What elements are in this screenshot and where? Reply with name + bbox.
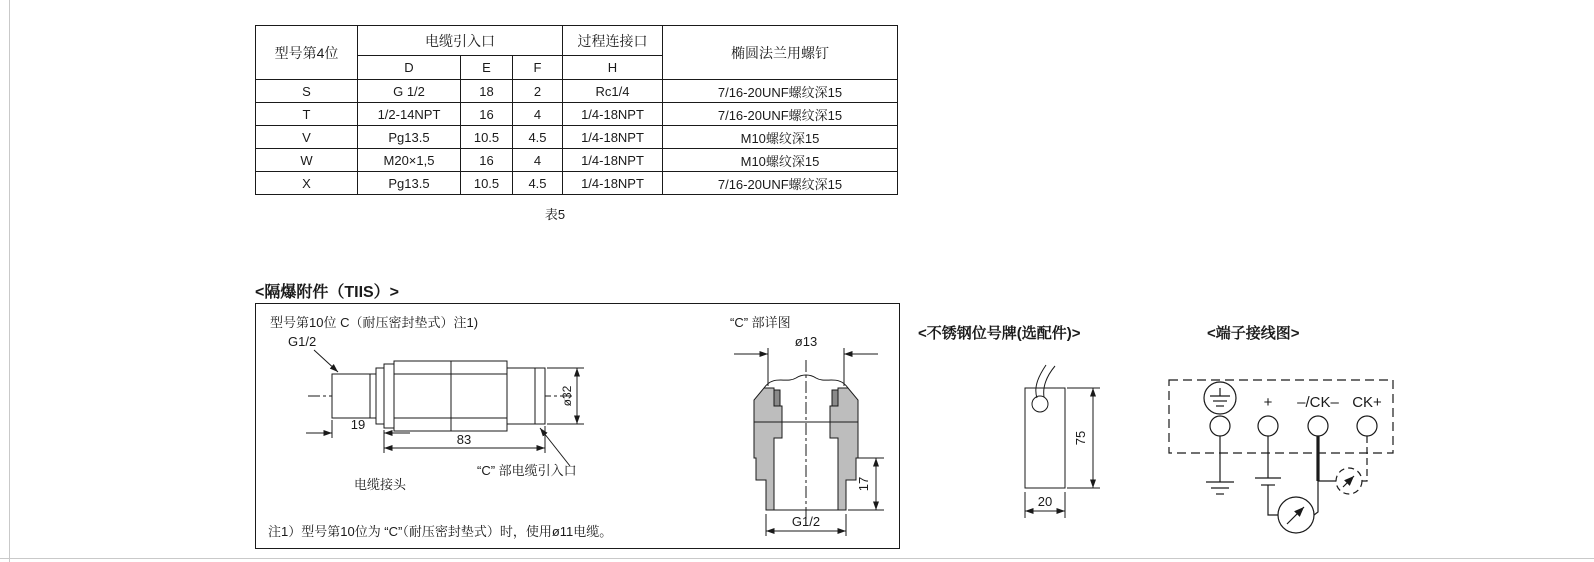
- page-edge-bottom: [0, 558, 1594, 559]
- c-entry-label: “C” 部电缆引入口: [477, 463, 577, 478]
- spec-table: [255, 25, 898, 195]
- cell-screw: 7/16-20UNF螺纹深15: [663, 80, 898, 103]
- protective-earth-icon: [1204, 382, 1236, 414]
- page-edge-left: [9, 0, 10, 562]
- terminal-plus: [1258, 416, 1278, 436]
- subheader-f: F: [513, 56, 563, 80]
- cell-e: 16: [461, 103, 513, 126]
- cell-screw: 7/16-20UNF螺纹深15: [663, 103, 898, 126]
- header-flange-screw: 椭圆法兰用螺钉: [663, 26, 898, 80]
- accessory-box-title: 型号第10位 C（耐压密封垫式）注1): [270, 315, 479, 330]
- tag-hole: [1032, 396, 1048, 412]
- label-ck-minus: –/CK–: [1297, 394, 1339, 411]
- cell-f: 4.5: [513, 172, 563, 195]
- subheader-d: D: [358, 56, 461, 80]
- spec-table-wrap: [255, 25, 898, 195]
- cell-e: 10.5: [461, 126, 513, 149]
- dim-83-label: 83: [456, 432, 472, 447]
- cell-model: S: [256, 80, 358, 103]
- cable-gland-drawing: [274, 326, 619, 501]
- cell-screw: M10螺纹深15: [663, 149, 898, 172]
- battery-to-meter-wire: [1268, 485, 1278, 515]
- cell-screw: 7/16-20UNF螺纹深15: [663, 172, 898, 195]
- cell-f: 4: [513, 103, 563, 126]
- cell-f: 4: [513, 149, 563, 172]
- label-plus: +: [1263, 394, 1273, 411]
- cell-d: Pg13.5: [358, 172, 461, 195]
- seal-insert-left: [774, 390, 780, 406]
- cell-model: V: [256, 126, 358, 149]
- g12-label: G1/2: [288, 334, 317, 349]
- cell-d: M20×1,5: [358, 149, 461, 172]
- tag-plate-outline: [1025, 388, 1065, 488]
- cell-model: W: [256, 149, 358, 172]
- terminal-ck-plus: [1357, 416, 1377, 436]
- g12-leader: [314, 350, 338, 372]
- cell-screw: M10螺纹深15: [663, 126, 898, 149]
- cell-h: 1/4-18NPT: [563, 172, 663, 195]
- explosion-proof-accessory-box: [255, 303, 900, 549]
- cell-e: 16: [461, 149, 513, 172]
- cell-e: 10.5: [461, 172, 513, 195]
- tag-wire-1: [1036, 365, 1046, 398]
- header-process-connection: 过程连接口: [563, 26, 663, 56]
- seal-insert-right: [832, 390, 838, 406]
- wall-left: [754, 422, 782, 510]
- gland-caption: 电缆接头: [354, 477, 407, 492]
- accessory-note: 注1）型号第10位为 “C”（耐压密封垫式）时，使用ø11电缆。: [268, 524, 613, 539]
- cell-h: 1/4-18NPT: [563, 149, 663, 172]
- ck-plus-wire: [1362, 436, 1367, 481]
- header-model-digit: 型号第4位: [256, 26, 358, 80]
- flange-plate-1: [376, 368, 384, 424]
- header-cable-entry: 电缆引入口: [358, 26, 563, 56]
- cell-d: G 1/2: [358, 80, 461, 103]
- tag-plate-title: <不锈钢位号牌(选配件)>: [918, 325, 1081, 342]
- table-caption: 表5: [544, 207, 566, 222]
- subheader-e: E: [461, 56, 513, 80]
- dim-d32-label: ø32: [560, 385, 574, 407]
- terminal-ground: [1210, 416, 1230, 436]
- end-cap: [507, 368, 545, 424]
- thread-section: [332, 374, 376, 418]
- cell-h: 1/4-18NPT: [563, 126, 663, 149]
- cell-model: T: [256, 103, 358, 126]
- cell-f: 2: [513, 80, 563, 103]
- section-title-tiis: <隔爆附件（TIIS）>: [255, 284, 400, 301]
- dim-d13-label: ø13: [794, 334, 818, 349]
- cell-h: 1/4-18NPT: [563, 103, 663, 126]
- enclosure-outline: [1169, 380, 1393, 453]
- terminal-ck-minus: [1308, 416, 1328, 436]
- cell-f: 4.5: [513, 126, 563, 149]
- cell-model: X: [256, 172, 358, 195]
- c-detail-drawing: [716, 328, 896, 544]
- tag-plate-drawing: [1000, 360, 1120, 525]
- cell-d: Pg13.5: [358, 126, 461, 149]
- subheader-h: H: [563, 56, 663, 80]
- dim-19-label: 19: [350, 417, 366, 432]
- terminal-diagram-title: <端子接线图>: [1207, 325, 1300, 342]
- table-row: [256, 80, 898, 103]
- table-row: [256, 126, 898, 149]
- tag-wire-2: [1044, 366, 1055, 397]
- cell-d: 1/2-14NPT: [358, 103, 461, 126]
- dim-g12-label: G1/2: [791, 514, 821, 529]
- c-detail-title: “C” 部详图: [730, 315, 791, 330]
- table-row: [256, 103, 898, 126]
- dim-20-label: 20: [1037, 494, 1053, 509]
- flange-plate-2: [384, 364, 394, 428]
- cell-e: 18: [461, 80, 513, 103]
- table-row: [256, 149, 898, 172]
- terminal-wiring-diagram: [1163, 366, 1398, 556]
- cell-h: Rc1/4: [563, 80, 663, 103]
- label-ck-plus: CK+: [1352, 394, 1382, 411]
- dim-17-label: 17: [856, 476, 871, 492]
- meter-return-wire: [1314, 481, 1318, 515]
- table-row: [256, 172, 898, 195]
- wall-right: [830, 422, 858, 510]
- dim-75-label: 75: [1073, 430, 1088, 446]
